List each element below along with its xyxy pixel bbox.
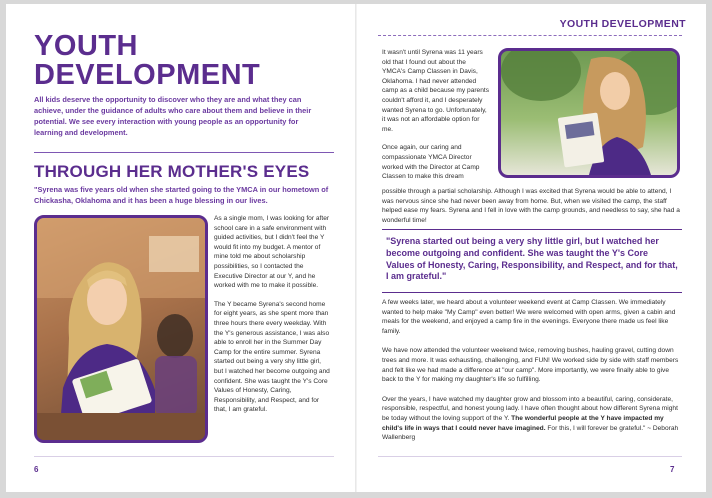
- magazine-spread: [6, 4, 706, 492]
- pull-quote-box: [382, 229, 682, 293]
- closing-text-end: For this, I will forever be grateful." ~ Deborah Wallenberg: [382, 424, 679, 442]
- section-lead: "Syrena was five years old when she started going to the YMCA in our hometown of Chickasha, Oklahoma and it has been a huge blessing in our lives.: [34, 185, 329, 205]
- right-wide-paragraph: possible through a partial scholarship. Although I was excited that Syrena would be able to attend, I was nervous since she had never been away from home. But, when we visited the camp, the staff helped ease my fears. Syrena and I fell in love with the camp grounds, and needless to say, she had a wonderful time!: [382, 188, 680, 224]
- page-number-left: 6: [34, 465, 39, 474]
- footer-rule: [378, 456, 682, 457]
- running-header: YOUTH DEVELOPMENT: [559, 18, 686, 30]
- page-number-right: 7: [670, 465, 675, 474]
- girl-reading-illustration: [37, 218, 205, 440]
- page-gutter: [355, 4, 357, 492]
- body-paragraph: We have now attended the volunteer weekend twice, removing bushes, hauling gravel, cutting down trees and more. It was exhausting, challenging, and FUN! We worked side by side with staff members and felt like we had made a difference at "our camp". More importantly, we were finally able to give back to the Y for making my daughter's life so fulfilling.: [382, 347, 679, 384]
- page-title-line1: YOUTH: [34, 30, 138, 62]
- classroom-photo: [34, 215, 208, 443]
- body-paragraph: Once again, our caring and compassionate YMCA Director worked with the Director at Camp Classen to make this dream: [382, 144, 480, 181]
- body-paragraph: As a single mom, I was looking for after school care in a safe environment with guided activities, but I didn't feel the Y would fit into my budget. A mentor of mine told me about scholarship possibilities, so I contacted the Executive Director at our Y, and he worked with me to make it possible.: [214, 215, 330, 290]
- closing-text-start: Over the years, I have watched my daughter grow and blossom into a beautiful, caring, considerate, responsible, respectful, and honest young lady. I have often thought about how different Syrena might be today without the loving support of the Y.: [382, 395, 678, 422]
- page-title: [34, 32, 334, 90]
- body-paragraph: The Y became Syrena's second home for eight years, as she spent more than three hours there every weekday. With the Y's generous assistance, I was also able to enroll her in the Summer Day Camp for the entire summer. Syrena started out being a very shy little girl, but I watched her become outgoing and confident. She was taught the Y's Core Values of Honesty, Caring, Responsibility, and Respect, and for that, I am grateful.: [214, 300, 330, 414]
- body-paragraph: A few weeks later, we heard about a volunteer weekend event at Camp Classen. We immediately wanted to help make "My Camp" even better! We were welcomed with open arms, given a cabin and meals for the weekend, and enjoyed a camp fire in the evenings. Everyone there made us feel like family.: [382, 299, 676, 335]
- left-body-column: [214, 214, 330, 415]
- section-divider: [34, 152, 334, 153]
- header-divider: [378, 35, 682, 36]
- page-title-line2: DEVELOPMENT: [34, 59, 261, 91]
- right-top-column: [382, 48, 490, 182]
- footer-rule: [34, 456, 334, 457]
- right-bottom-column: [382, 298, 682, 443]
- closing-text-bold: The wonderful people at the Y have impacted my child's life in ways that I could never have imagined.: [382, 414, 664, 432]
- closing-paragraph: [382, 395, 682, 443]
- pull-quote: "Syrena started out being a very shy little girl, but I watched her become outgoing and confident. She was taught the Y's Core Values of Honesty, Caring, Responsibility, and Respect, and for that, I am grateful.": [386, 236, 678, 282]
- intro-paragraph: All kids deserve the opportunity to discover who they are and what they can achieve, under the guidance of adults who care about them and believe in their potential. We see every interaction with young people as an opportunity for learning and development.: [34, 95, 312, 137]
- outdoor-photo: [498, 48, 680, 178]
- girl-holding-book-illustration: [501, 51, 677, 175]
- body-paragraph: It wasn't until Syrena was 11 years old that I found out about the YMCA's Camp Classen in Davis, Oklahoma. I had never attended camp as a child because my parents couldn't afford it, and I desperately wanted Syrena to go. Unfortunately, it was not an affordable option for me.: [382, 49, 490, 133]
- section-title: THROUGH HER MOTHER'S EYES: [34, 162, 310, 181]
